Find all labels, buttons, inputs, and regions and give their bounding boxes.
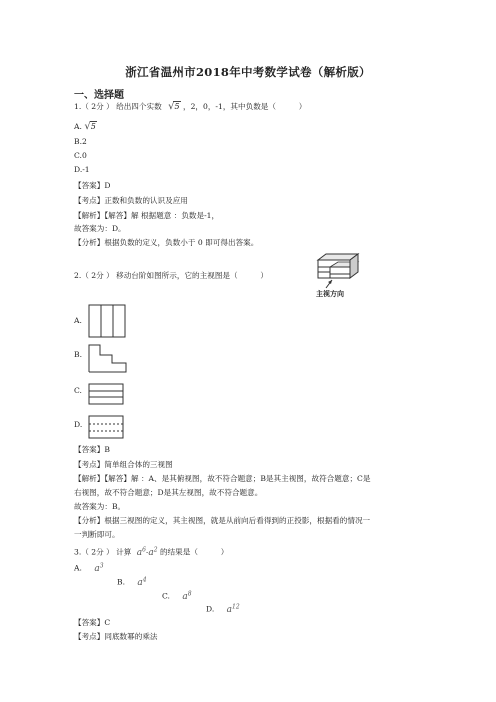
option-d-dashed-layers xyxy=(88,415,124,439)
q1-answer: 【答案】D xyxy=(74,181,111,190)
q1-stem-text: 1.（ 2分 ） 给出四个实数 xyxy=(74,102,162,111)
q3-option-d-base: a xyxy=(226,604,233,615)
q3-option-c xyxy=(162,589,192,602)
q3-option-d-exp: 12 xyxy=(232,603,240,610)
q1-analysis-line2: 故答案为：D。 xyxy=(74,224,126,233)
q2-option-c-label: C. xyxy=(74,386,82,395)
q1-option-a xyxy=(74,121,97,132)
q2-option-b-label: B. xyxy=(74,350,82,359)
q3-option-a-label: A. xyxy=(74,563,82,573)
option-a-rectangles xyxy=(88,304,126,338)
q2-analysis-line2: 右视图，故不符合题意；D是其左视图，故不符合题意。 xyxy=(74,488,263,497)
q3-base-2: a xyxy=(148,547,154,558)
q3-option-b xyxy=(117,575,147,588)
q1-option-a-radicand: 5 xyxy=(90,122,96,131)
q3-dot: · xyxy=(145,547,149,557)
q3-option-b-exp: 4 xyxy=(142,576,147,583)
q2-reasoning-line2: 一判断即可。 xyxy=(74,530,120,539)
q2-option-b-figure xyxy=(88,343,128,373)
document-title: 浙江省温州市2018年中考数学试卷（解析版） xyxy=(125,65,371,79)
q2-analysis-line3: 故答案为：B。 xyxy=(74,502,126,511)
q3-option-c-base: a xyxy=(182,591,188,602)
q1-option-a-sqrt5 xyxy=(84,122,96,131)
q1-sqrt5 xyxy=(168,102,180,111)
q3-option-c-exp: 8 xyxy=(187,590,192,597)
q3-expression xyxy=(137,548,160,557)
q3-stem xyxy=(74,545,228,558)
q2-option-a-label: A. xyxy=(74,316,82,325)
section-heading: 一、选择题 xyxy=(74,90,124,101)
q3-stem-text: 3.（ 2分 ） 计算 xyxy=(74,547,132,557)
q2-stem: 2.（ 2分 ） 移动台阶如图所示，它的主视图是（ ） xyxy=(74,271,268,280)
sqrt-symbol: √ xyxy=(84,121,91,132)
q3-stem-end: 的结果是（ ） xyxy=(159,547,229,557)
option-c-layers xyxy=(88,383,124,405)
q1-reasoning: 【分析】根据负数的定义，负数小于 0 即可得出答案。 xyxy=(74,238,259,247)
q3-option-b-base: a xyxy=(137,577,143,588)
q2-option-d-figure xyxy=(88,415,124,439)
q1-option-b-text: 2 xyxy=(82,137,87,146)
q1-option-d-label: D. xyxy=(74,165,83,174)
q3-option-b-label: B. xyxy=(117,577,125,587)
q2-reasoning-line1: 【分析】根据三视图的定义，其主视图，就是从前向后看得到的正投影，根据看的情况一 xyxy=(74,516,371,525)
q3-answer: 【答案】C xyxy=(74,618,111,627)
q3-option-d-label: D. xyxy=(206,604,215,614)
q2-analysis-line1: 【解析】【解答】解 ：A、是其俯视图，故不符合题意；B是其主视图，故符合题意；C是 xyxy=(74,474,371,483)
q1-topic: 【考点】正数和负数的认识及应用 xyxy=(74,196,188,205)
option-b-staircase xyxy=(88,343,128,373)
q1-option-b-label: B. xyxy=(74,137,82,146)
q1-option-c-label: C. xyxy=(74,151,82,160)
q1-option-b xyxy=(74,137,87,147)
q1-option-a-label: A. xyxy=(74,122,82,131)
q1-option-c xyxy=(74,151,87,161)
q1-analysis-line1: 【解析】【解答】解 根据题意 ：负数是-1， xyxy=(74,211,220,220)
q3-base-1: a xyxy=(136,547,143,558)
q1-stem-rest: ，2，0，-1，其中负数是（ ） xyxy=(182,102,307,111)
q2-view-direction-label: 主视方向 xyxy=(316,289,344,298)
q1-option-d xyxy=(74,165,90,175)
q3-exponent-2: 2 xyxy=(153,546,158,553)
q2-answer: 【答案】B xyxy=(74,445,110,454)
q3-exponent-1: 6 xyxy=(142,546,146,553)
q2-option-a-figure xyxy=(88,304,126,338)
q2-option-d-label: D. xyxy=(74,420,83,429)
q3-option-c-label: C. xyxy=(162,591,170,601)
q3-option-a xyxy=(74,561,104,574)
q3-option-a-base: a xyxy=(94,563,100,574)
q2-option-c-figure xyxy=(88,383,124,405)
sqrt-symbol: √ xyxy=(168,101,175,112)
q3-topic: 【考点】同底数幂的乘法 xyxy=(74,632,158,641)
q1-option-d-text: -1 xyxy=(82,165,90,174)
q1-radicand: 5 xyxy=(174,102,180,111)
q1-stem xyxy=(74,101,306,112)
q3-option-a-exp: 3 xyxy=(99,562,104,569)
q3-option-d xyxy=(206,602,240,615)
q1-option-c-text: 0 xyxy=(81,151,87,160)
q2-topic: 【考点】简单组合体的三视图 xyxy=(74,460,173,469)
